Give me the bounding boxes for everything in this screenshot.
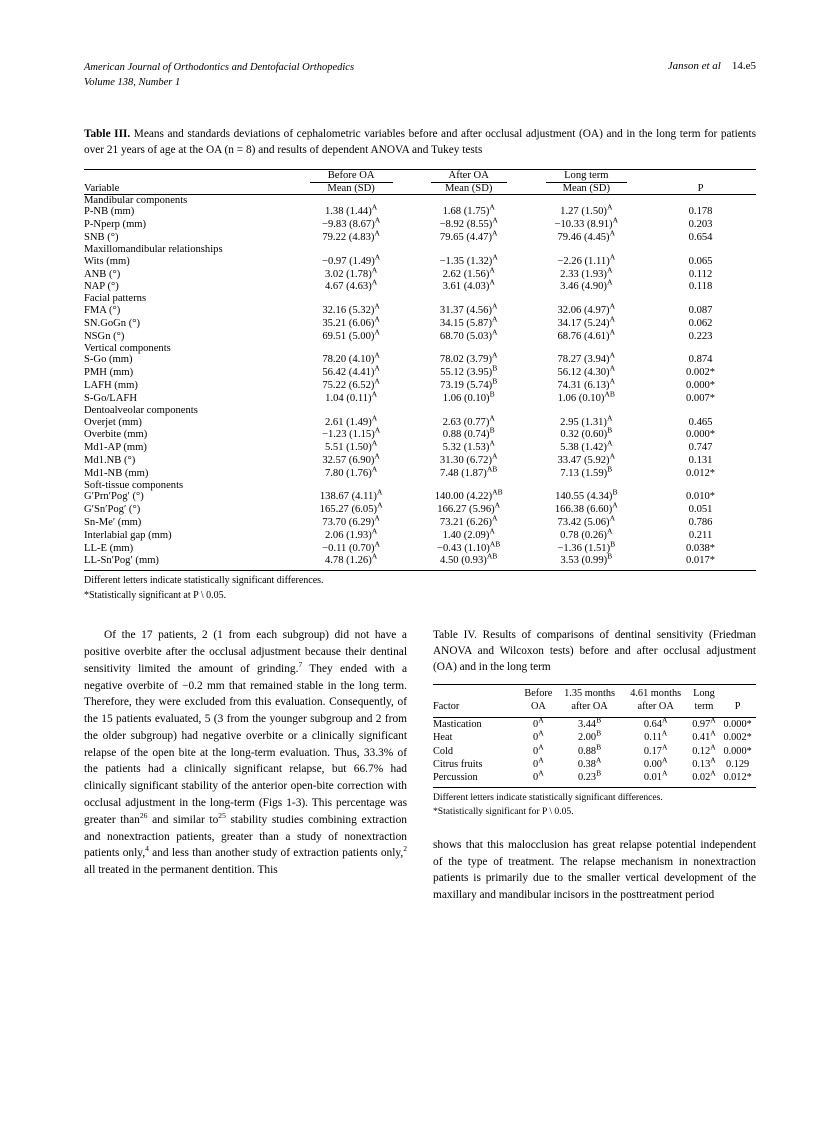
cell-after: 140.00 $(4.22)^{AB}$	[434, 487, 503, 503]
cell-long: $0.02^A$	[689, 771, 720, 788]
cell-before: −9.83 $(8.67)^A$	[321, 215, 381, 231]
cell-long: 7.13 $(1.59)^B$	[560, 464, 613, 479]
t4-header-before: Before OA	[520, 685, 556, 718]
cell-p: 0.112	[688, 268, 713, 280]
table-row	[84, 428, 756, 441]
table-4-note-2: *Statistically significant for P \ 0.05.	[433, 805, 574, 817]
section-label: Soft-tissue components	[84, 479, 184, 491]
cell-before: 1.38 $(1.44)^A$	[324, 202, 378, 218]
cell-135: $0.38^A$	[577, 755, 602, 770]
cell-p: 0.002*	[723, 732, 752, 744]
cell-after: 78.02 $(3.79)^A$	[439, 350, 498, 366]
cell-before: 138.67 $(4.11)^A$	[319, 487, 383, 503]
cell-461: $0.01^A$	[623, 771, 689, 788]
cell-before: $0^A$	[533, 755, 544, 770]
cell-before: $0^A$	[533, 729, 544, 744]
table-row	[84, 454, 756, 467]
cell-long: 32.06 $(4.97)^A$	[557, 301, 616, 317]
cell-before: $0^A$	[533, 742, 544, 757]
cell-factor: Cold	[433, 745, 454, 757]
table-row	[433, 771, 756, 788]
cell-before: 4.67 $(4.63)^A$	[324, 277, 378, 293]
cell-long: 68.76 $(4.61)^A$	[557, 327, 616, 342]
cell-461: $0.17^A$	[643, 742, 668, 757]
cell-p: 0.223	[688, 330, 713, 342]
cell-before: 32.16 $(5.32)^A$	[322, 301, 380, 317]
cell-after: 68.70 $(5.03)^A$	[439, 327, 498, 342]
table-3-subheader-row	[84, 183, 756, 195]
cell-after: 31.37 $(4.56)^A$	[439, 301, 498, 317]
cell-after: 73.21 $(6.26)^A$	[439, 513, 498, 529]
cell-after: 31.30 $(6.72)^A$	[439, 451, 498, 466]
t4-header-135: 1.35 months after OA	[557, 685, 623, 718]
table-4-grid	[433, 684, 756, 788]
cell-variable: NSGn (°)	[84, 330, 125, 342]
table-4-label: Table IV.	[433, 629, 477, 642]
cell-after: 5.32 $(1.53)^A$	[442, 438, 495, 454]
cell-long: 33.47 $(5.92)^A$	[557, 451, 616, 466]
cell-factor: Percussion	[433, 771, 520, 788]
cell-before: −0.11 $(0.70)^A$	[322, 539, 381, 554]
cell-long: 3.46 $(4.90)^A$	[560, 277, 613, 293]
cell-461: $0.00^A$	[643, 755, 668, 770]
table-row-section	[84, 293, 756, 304]
cell-long: 0.32 $(0.60)^B$	[560, 425, 613, 441]
group-header-before: Before OA	[292, 169, 410, 183]
cell-p: 0.203	[688, 219, 713, 231]
running-head	[84, 60, 756, 90]
cell-before: 69.51 $(5.00)^A$	[322, 327, 380, 342]
cell-variable: LL-E (mm)	[84, 542, 134, 554]
subheader-variable: Variable	[84, 183, 292, 195]
left-paragraph: Of the 17 patients, 2 (1 from each subgroup) did not have a positive overbite after the occlusal adjustment because their dentinal sensitivity limited the amount of grinding.$^7$ They ended with a negative overbite of −0.2 mm that remained stable in the long term. Therefore, they were excluded from this evaluation. Consequently, of the 15 patients evaluated, 5 (3 from the younger subgroup and 2 from the older subgroup) had negative overbite or a clinically significant relapse of the open bite at the long-term evaluation. Thus, 33.3% of the patients had a clinically significant relapse, but 66.7% had clinically significant stability of the anterior open-bite correction with occlusal adjustment in the long-term (Figs 1-3). This percentage was greater than$^{26}$ and similar $to^{25}$ stability studies combining extraction and nonextraction patients, greater than a study of nonextraction patients only,$^4$ and less than another study of extraction patients only,$^2$ all treated in the permanent dentition. This	[84, 629, 408, 877]
cell-before: 4.78 $(1.26)^A$	[292, 554, 410, 570]
cell-p: 0.465	[688, 416, 713, 428]
table-row	[84, 554, 756, 570]
cell-after: 73.19 $(5.74)^B$	[440, 376, 498, 391]
subheader-long-mean: Mean (SD)	[528, 183, 646, 195]
table-row	[84, 317, 756, 330]
table-row-section	[84, 194, 756, 206]
cell-after: 0.88 $(0.74)^B$	[442, 425, 495, 441]
cell-long: 73.42 $(5.06)^A$	[557, 513, 616, 529]
t4-header-p: P	[719, 685, 756, 718]
cell-long: 5.38 $(1.42)^A$	[560, 438, 613, 454]
cell-p: 0.017*	[645, 554, 756, 570]
cell-after: −0.43 $(1.10)^{AB}$	[437, 539, 501, 554]
cell-long: 2.95 $(1.31)^A$	[560, 413, 613, 428]
table-3	[84, 126, 756, 603]
cell-after: 2.63 $(0.77)^A$	[442, 413, 495, 428]
cell-variable: Sn-Me′ (mm)	[84, 517, 142, 529]
cell-after: 7.48 $(1.87)^{AB}$	[440, 464, 498, 479]
cell-variable: G′Prn′Pog′ (°)	[84, 491, 144, 503]
cell-long: 1.27 $(1.50)^A$	[560, 202, 613, 218]
page-number: 14.e5	[731, 60, 756, 72]
ref-4[interactable]: 4	[145, 844, 149, 854]
cell-long: 0.78 $(0.26)^A$	[560, 526, 613, 541]
table-row	[433, 718, 756, 732]
table-row	[84, 416, 756, 429]
cell-before: $0^A$	[533, 715, 544, 731]
t4-header-461: 4.61 months after OA	[623, 685, 689, 718]
cell-variable: ANB (°)	[84, 268, 121, 280]
page-content	[84, 60, 756, 904]
cell-long: 2.33 $(1.93)^A$	[560, 264, 613, 280]
cell-variable: SN.GoGn (°)	[84, 317, 141, 329]
ref-7[interactable]: 7	[298, 660, 303, 670]
cell-variable: Overjet (mm)	[84, 416, 142, 428]
volume-issue: Volume 138, Number 1	[84, 77, 181, 89]
cell-p: 0.000*	[723, 745, 752, 757]
cell-p: 0.012*	[685, 467, 716, 479]
table-4-caption-text: Results of comparisons of dentinal sensitivity (Friedman ANOVA and Wilcoxon tests) before and after occlusal adjustment (OA) and in the long term	[433, 629, 757, 674]
cell-before: 79.22 $(4.83)^A$	[322, 228, 380, 243]
table-4-header-row	[433, 685, 756, 718]
table-row	[84, 503, 756, 516]
subheader-before-mean: Mean (SD)	[292, 183, 410, 195]
cell-before: 75.22 $(6.52)^A$	[322, 376, 380, 391]
cell-long: −10.33 $(8.91)^A$	[554, 215, 619, 231]
cell-p: 0.129	[726, 758, 750, 770]
table-row	[84, 529, 756, 542]
cell-before: 78.20 $(4.10)^A$	[322, 350, 380, 366]
cell-p: 0.874	[688, 354, 713, 366]
cell-p: 0.178	[688, 206, 713, 218]
author-names: Janson et al	[667, 60, 721, 72]
ref-26[interactable]: 26	[139, 810, 148, 820]
table-row	[84, 354, 756, 367]
table-3-label: Table III.	[84, 128, 131, 141]
table-row	[84, 231, 756, 244]
section-label: Facial patterns	[84, 293, 147, 305]
table-row	[84, 304, 756, 317]
cell-variable: G′Sn′Pog′ (°)	[84, 504, 141, 516]
table-3-caption	[84, 126, 756, 158]
cell-p: 0.062	[688, 317, 713, 329]
table-row	[433, 745, 756, 758]
cell-variable: Interlabial gap (mm)	[84, 529, 172, 541]
cell-long: 79.46 $(4.45)^A$	[557, 228, 616, 243]
section-label: Maxillomandibular relationships	[84, 243, 223, 255]
table-row	[433, 758, 756, 771]
cell-long: 78.27 $(3.94)^A$	[557, 350, 616, 366]
cell-before: 165.27 $(6.05)^A$	[319, 500, 383, 516]
cell-after: 4.50 $(0.93)^{AB}$	[410, 554, 528, 570]
table-3-note-1: Different letters indicate statistically significant differences.	[84, 575, 324, 587]
table-row	[84, 379, 756, 392]
ref-2[interactable]: 2	[403, 844, 407, 854]
cell-variable: PMH (mm)	[84, 367, 134, 379]
cell-long: $0.12^A$	[692, 742, 716, 757]
cell-long: $0.13^A$	[692, 755, 716, 770]
cell-long: 166.38 $(6.60)^A$	[554, 500, 618, 516]
cell-long: 140.55 $(4.34)^B$	[555, 487, 618, 503]
table-row	[433, 731, 756, 744]
group-header-after: After OA	[410, 169, 528, 183]
cell-before: 32.57 $(6.90)^A$	[322, 451, 380, 466]
cell-before: −1.23 $(1.15)^A$	[321, 425, 381, 441]
cell-before: 2.06 $(1.93)^A$	[324, 526, 378, 541]
running-head-right	[668, 60, 756, 72]
table-row	[84, 366, 756, 379]
cell-after: −1.35 $(1.32)^A$	[439, 252, 498, 267]
right-column	[433, 627, 756, 904]
cell-135: $0.23^B$	[557, 771, 623, 788]
table-4-body	[433, 715, 756, 788]
cell-long: 3.53 $(0.99)^B$	[528, 554, 646, 570]
cell-p: 0.000*	[723, 719, 752, 731]
table-4-notes	[433, 791, 756, 819]
table-row	[84, 268, 756, 281]
cell-before: 3.02 $(1.78)^A$	[324, 264, 378, 280]
cell-p: 0.002*	[685, 367, 716, 379]
cell-before: $0^A$	[520, 771, 556, 788]
running-head-left	[84, 60, 354, 90]
cell-variable: Md1-NB (mm)	[84, 467, 149, 479]
cell-after: 166.27 $(5.96)^A$	[437, 500, 501, 516]
subheader-after-mean: Mean (SD)	[410, 183, 528, 195]
cell-factor: Heat	[433, 732, 453, 744]
table-4-caption	[433, 627, 756, 675]
cell-135: $0.88^B$	[578, 742, 602, 757]
table-row-section	[84, 244, 756, 255]
cell-p: 0.747	[688, 442, 713, 454]
cell-before: 2.61 $(1.49)^A$	[324, 413, 378, 428]
cell-before: 5.51 $(1.50)^A$	[324, 438, 378, 454]
subheader-p: P	[645, 183, 756, 195]
table-3-notes	[84, 574, 756, 603]
cell-p: 0.000*	[685, 429, 716, 441]
table-row	[84, 467, 756, 480]
cell-after: 34.15 $(5.87)^A$	[439, 314, 498, 329]
t4-header-long: Long term	[689, 685, 720, 718]
cell-variable: LL-Sn′Pog′ (mm)	[84, 554, 292, 570]
table-row-section	[84, 343, 756, 354]
table-row	[84, 330, 756, 343]
cell-long: $0.41^A$	[692, 729, 716, 744]
cell-p: 0.118	[688, 281, 713, 293]
cell-variable: Md1.NB (°)	[84, 454, 136, 466]
cell-p: 0.000*	[685, 379, 716, 391]
body-columns	[84, 627, 756, 904]
cell-p: 0.211	[688, 529, 713, 541]
right-paragraph: shows that this malocclusion has great relapse potential independent of the type of treatment. The relapse mechanism in nonextraction patients is primarily due to the smaller vertical development of the maxillary and mandibular incisors in the posttreatment period	[433, 838, 756, 902]
cell-variable: LAFH (mm)	[84, 379, 138, 391]
table-3-group-header-row	[84, 169, 756, 183]
cell-before: 1.04 $(0.11)^A$	[325, 389, 378, 404]
cell-before: 56.42 $(4.41)^A$	[322, 363, 380, 379]
table-3-note-2: *Statistically significant at P \ 0.05.	[84, 589, 227, 601]
cell-after: 2.62 $(1.56)^A$	[442, 264, 495, 280]
cell-variable: P-Nperp (mm)	[84, 219, 147, 231]
table-row	[84, 280, 756, 293]
cell-long: 74.31 $(6.13)^A$	[557, 376, 616, 391]
cell-461: $0.11^A$	[644, 729, 668, 744]
table-row-section	[84, 405, 756, 416]
table-3-caption-text: Means and standards deviations of cephalometric variables before and after occlusal adjustment (OA) and in the long term for patients over 21 years of age at the OA (n = 8) and results of dependent ANOVA and Tukey tests	[84, 128, 756, 157]
cell-after: 1.06 $(0.10)^B$	[442, 389, 495, 404]
table-row	[84, 255, 756, 268]
cell-before: 7.80 $(1.76)^A$	[324, 464, 378, 479]
cell-p: 0.786	[688, 517, 713, 529]
table-row	[84, 542, 756, 555]
cell-461: $0.64^A$	[643, 715, 668, 731]
cell-long: 34.17 $(5.24)^A$	[557, 314, 616, 329]
ref-25[interactable]: 25	[218, 810, 226, 820]
table-row	[84, 392, 756, 405]
cell-variable: P-NB (mm)	[84, 206, 135, 218]
cell-variable: Wits (mm)	[84, 255, 130, 267]
cell-long: 1.06 $(0.10)^{AB}$	[557, 389, 615, 404]
cell-p: 0.038*	[685, 542, 716, 554]
table-row	[84, 206, 756, 219]
table-row	[84, 441, 756, 454]
cell-before: 73.70 $(6.29)^A$	[322, 513, 380, 529]
cell-factor: Citrus fruits	[433, 758, 483, 770]
journal-name: American Journal of Orthodontics and Dentofacial Orthopedics	[84, 62, 355, 73]
cell-variable: Overbite (mm)	[84, 429, 148, 441]
table-row	[84, 218, 756, 231]
table-row	[84, 491, 756, 504]
table-row-section	[84, 480, 756, 491]
cell-after: 1.40 $(2.09)^A$	[442, 526, 495, 541]
cell-after: −8.92 $(8.55)^A$	[439, 215, 498, 231]
cell-variable: S-Go/LAFH	[84, 392, 137, 404]
section-label: Vertical components	[84, 342, 171, 354]
cell-p: 0.010*	[685, 491, 716, 503]
cell-p: 0.012*	[719, 771, 756, 788]
cell-before: 35.21 $(6.06)^A$	[322, 314, 380, 329]
cell-factor: Mastication	[433, 719, 482, 731]
table-3-body	[84, 194, 756, 571]
cell-variable: Md1-AP (mm)	[84, 442, 147, 454]
section-label: Dentoalveolar components	[84, 404, 198, 416]
table-row	[84, 516, 756, 529]
cell-after: 1.68 $(1.75)^A$	[442, 202, 495, 218]
cell-after: 3.61 $(4.03)^A$	[442, 277, 495, 293]
cell-variable: S-Go (mm)	[84, 354, 133, 366]
cell-p: 0.065	[688, 255, 713, 267]
table-4-note-1: Different letters indicate statistically significant differences.	[433, 791, 663, 803]
cell-after: 55.12 $(3.95)^B$	[440, 363, 498, 379]
cell-long: −1.36 $(1.51)^B$	[557, 539, 616, 554]
cell-p: 0.007*	[685, 392, 716, 404]
cell-variable: SNB (°)	[84, 231, 119, 243]
cell-long: $0.97^A$	[692, 715, 716, 731]
cell-before: −0.97 $(1.49)^A$	[321, 252, 381, 267]
cell-p: 0.654	[688, 231, 713, 243]
cell-variable: FMA (°)	[84, 305, 121, 317]
group-header-long: Long term	[528, 169, 646, 183]
cell-p: 0.051	[688, 504, 713, 516]
cell-variable: NAP (°)	[84, 281, 119, 293]
table-3-grid	[84, 169, 756, 572]
cell-135: $2.00^B$	[578, 729, 602, 744]
left-column	[84, 627, 407, 904]
cell-long: 56.12 $(4.30)^A$	[557, 363, 616, 379]
cell-p: 0.087	[688, 305, 713, 317]
cell-after: 79.65 $(4.47)^A$	[439, 228, 498, 243]
cell-long: −2.26 $(1.11)^A$	[557, 252, 616, 267]
section-label: Mandibular components	[84, 194, 188, 206]
cell-p: 0.131	[688, 454, 713, 466]
t4-header-factor: Factor	[433, 685, 520, 718]
cell-135: $3.44^B$	[578, 715, 602, 731]
